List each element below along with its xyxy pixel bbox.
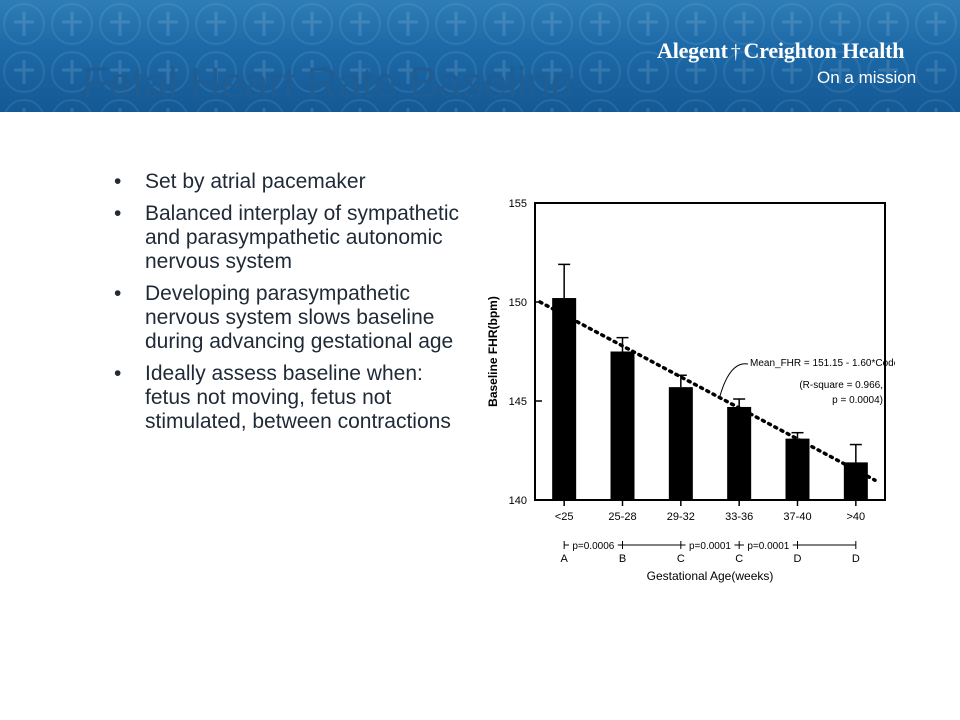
p-value-label: p=0.0001 bbox=[689, 541, 731, 552]
bar bbox=[611, 352, 635, 501]
bullet-icon: • bbox=[114, 282, 122, 305]
bar bbox=[727, 407, 751, 500]
slide-title: Fetal Heart Rate Baseline bbox=[82, 59, 575, 107]
bullet-icon: • bbox=[114, 202, 122, 225]
bar bbox=[669, 387, 693, 500]
bullet-icon: • bbox=[114, 362, 122, 385]
y-tick-label: 145 bbox=[508, 396, 527, 408]
bullet-item bbox=[112, 282, 472, 354]
bullet-text: Ideally assess baseline when: fetus not moving, fetus not stimulated, between contractions bbox=[145, 362, 451, 433]
p-value-label: p=0.0001 bbox=[747, 541, 790, 552]
logo-name-right: Creighton Health bbox=[743, 38, 905, 63]
bullet-item bbox=[112, 170, 472, 194]
group-code-label: D bbox=[851, 553, 860, 565]
y-axis-label: Baseline FHR(bpm) bbox=[486, 296, 500, 407]
bullet-text: Balanced interplay of sympathetic and parasympathetic autonomic nervous system bbox=[145, 202, 460, 273]
bullet-icon: • bbox=[114, 170, 122, 193]
p-value-label: p=0.0006 bbox=[572, 541, 615, 552]
annotation-pointer bbox=[720, 364, 748, 396]
bullet-item bbox=[112, 202, 472, 274]
x-tick-label: 37-40 bbox=[783, 511, 812, 523]
group-code-label: C bbox=[676, 553, 685, 565]
annotation-pvalue: p = 0.0004) bbox=[832, 395, 883, 406]
group-code-label: D bbox=[793, 553, 802, 565]
group-code-label: B bbox=[618, 553, 627, 565]
bullet-text: Set by atrial pacemaker bbox=[145, 170, 366, 193]
y-tick-label: 150 bbox=[508, 297, 527, 309]
group-code-label: C bbox=[735, 553, 744, 565]
cross-icon: † bbox=[730, 41, 741, 63]
bar bbox=[844, 462, 868, 500]
regression-line bbox=[540, 302, 875, 480]
y-tick-label: 140 bbox=[508, 495, 527, 507]
x-axis-label: Gestational Age(weeks) bbox=[646, 569, 774, 583]
x-tick-label: 33-36 bbox=[725, 511, 754, 523]
annotation-formula: Mean_FHR = 151.15 - 1.60*Code bbox=[750, 358, 895, 369]
brand-logo bbox=[657, 38, 917, 87]
bullet-list bbox=[112, 170, 472, 442]
y-tick-label: 155 bbox=[508, 198, 527, 210]
annotation-rsquare: (R-square = 0.966, bbox=[799, 380, 883, 391]
bar bbox=[786, 439, 810, 500]
bar bbox=[552, 298, 576, 500]
fhr-chart bbox=[485, 188, 895, 588]
chart-svg bbox=[485, 188, 895, 588]
logo-tagline: On a mission bbox=[817, 68, 917, 87]
x-tick-label: <25 bbox=[554, 511, 574, 523]
bullet-text: Developing parasympathetic nervous system slows baseline during advancing gestational age bbox=[145, 282, 454, 353]
bullet-item bbox=[112, 362, 472, 434]
logo-name-left: Alegent bbox=[657, 38, 728, 63]
group-code-label: A bbox=[560, 553, 568, 565]
x-tick-label: 29-32 bbox=[666, 511, 695, 523]
plot-frame bbox=[535, 203, 885, 500]
x-tick-label: >40 bbox=[846, 511, 866, 523]
x-tick-label: 25-28 bbox=[608, 511, 637, 523]
